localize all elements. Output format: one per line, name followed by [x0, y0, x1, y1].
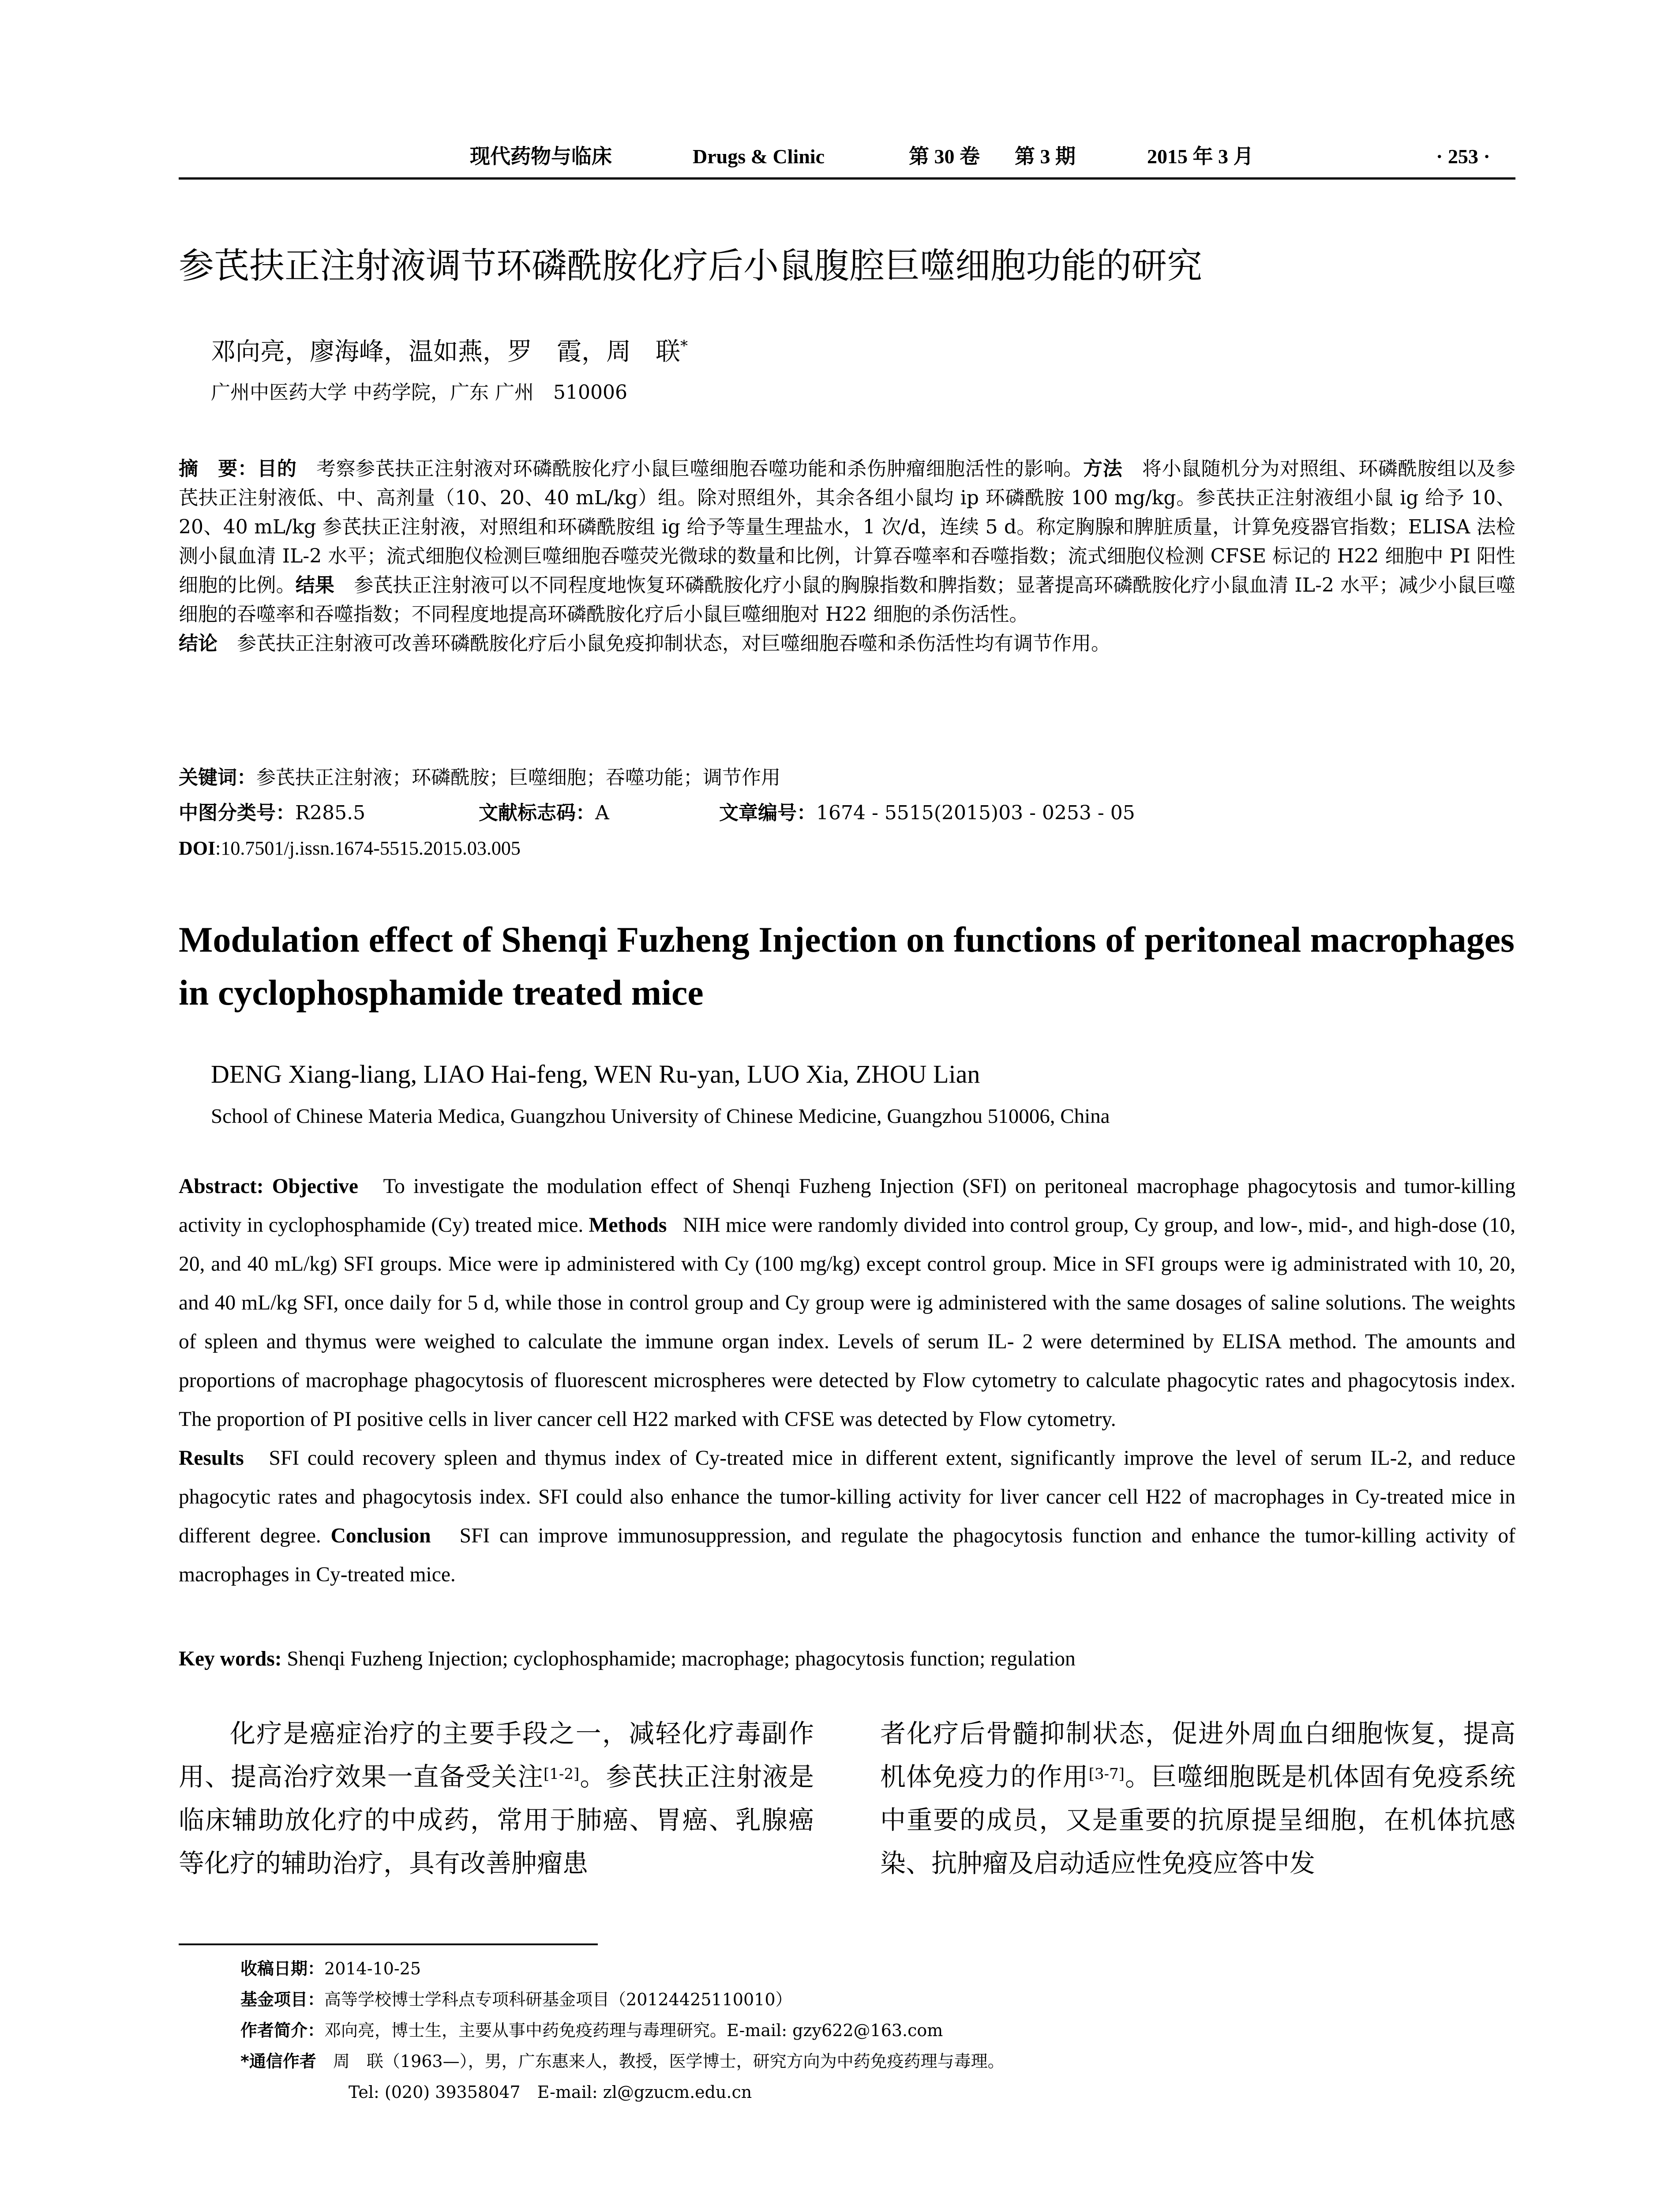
- chinese-author-list: 邓向亮，廖海峰，温如燕，罗 霞，周 联: [211, 338, 680, 366]
- chinese-authors: [211, 334, 688, 370]
- objective-label-en: Objective: [272, 1175, 358, 1198]
- issue: 第 3 期: [1015, 145, 1076, 168]
- corresponding-label: *通信作者: [240, 2052, 316, 2071]
- volume: 第 30 卷: [909, 145, 980, 168]
- abstract-label-en: Abstract:: [179, 1175, 264, 1198]
- conclusion-label-en: Conclusion: [330, 1524, 431, 1547]
- keywords-line: [179, 763, 780, 792]
- methods-label: 方法: [1083, 458, 1123, 480]
- footnote-rule: [179, 1943, 598, 1945]
- english-affiliation: School of Chinese Materia Medica, Guangzhou University of Chinese Medicine, Guangzhou 510006, China: [211, 1105, 1110, 1128]
- article-no-label: 文章编号：: [719, 802, 816, 824]
- journal-name-cn: 现代药物与临床: [470, 145, 612, 168]
- english-title: Modulation effect of Shenqi Fuzheng Injection on functions of peritoneal macrophages in cyclophosphamide treated mice: [179, 919, 1515, 1013]
- author-bio-label: 作者简介：: [240, 2021, 325, 2040]
- footnote-author: [240, 2017, 943, 2044]
- running-header: [179, 143, 1515, 170]
- body-column-right: [880, 1712, 1515, 1885]
- author-bio-text: 邓向亮，博士生，主要从事中药免疫药理与毒理研究。E-mail: gzy622@163.com: [324, 2021, 943, 2040]
- conclusion-text-en: SFI can improve immunosuppression, and regulate the phagocytosis function and enhance the tumor-killing activity of macrophages in Cy-treated mice.: [179, 1524, 1515, 1586]
- journal-name-en: Drugs & Clinic: [693, 145, 825, 168]
- abstract-label: 摘 要：: [179, 458, 258, 480]
- doi-value: :10.7501/j.issn.1674-5515.2015.03.005: [215, 837, 521, 859]
- body-column-left: [179, 1712, 814, 1885]
- footnote-corresponding: [240, 2048, 1005, 2075]
- english-keywords: [179, 1641, 1515, 1677]
- chinese-title: 参芪扶正注射液调节环磷酰胺化疗后小鼠腹腔巨噬细胞功能的研究: [179, 245, 1202, 286]
- classification-line: [179, 799, 1135, 828]
- citation-1-2: [1-2]: [544, 1765, 580, 1783]
- corresponding-text: 周 联（1963—），男，广东惠来人，教授，医学博士，研究方向为中药免疫药理与毒理。: [333, 2052, 1005, 2071]
- received-date: 2014-10-25: [324, 1959, 421, 1978]
- issue-date: 2015 年 3 月: [1147, 145, 1254, 168]
- results-label-en: Results: [179, 1447, 244, 1470]
- received-label: 收稿日期：: [240, 1959, 325, 1978]
- keywords-label: 关键词：: [179, 766, 256, 789]
- english-authors: DENG Xiang-liang, LIAO Hai-feng, WEN Ru-yan, LUO Xia, ZHOU Lian: [211, 1060, 980, 1088]
- methods-text-en: NIH mice were randomly divided into control group, Cy group, and low-, mid-, and high-dose (10, 20, and 40 mL/kg) SFI groups. Mice were ip administered with Cy (100 mg/kg) except control group. Mice in SFI groups were ig administrated with 10, 20, and 40 mL/kg SFI, once daily for 5 d, while those in control group and Cy group were ig administered with the same dosages of saline solutions. The weights of spleen and thymus were weighed to calculate the immune organ index. Levels of serum IL- 2 were determined by ELISA method. The amounts and proportions of macrophage phagocytosis of fluorescent microspheres were detected by Flow cytometry to calculate phagocytic rates and phagocytosis index. The proportion of PI positive cells in liver cancer cell H22 marked with CFSE was detected by Flow cytometry.: [179, 1214, 1515, 1431]
- doccode-label: 文献标志码：: [479, 802, 595, 824]
- body-right-text-a: 者化疗后骨髓抑制状态，促进外周血白细胞恢复，提高机体免疫力的作用: [880, 1718, 1515, 1792]
- footnote-received: [240, 1955, 421, 1982]
- article-no-value: 1674 - 5515(2015)03 - 0253 - 05: [816, 802, 1135, 824]
- citation-3-7: [3-7]: [1088, 1765, 1125, 1783]
- corresponding-mark: *: [680, 337, 688, 355]
- objective-text: 考察参芪扶正注射液对环磷酰胺化疗小鼠巨噬细胞吞噬功能和杀伤肿瘤细胞活性的影响。: [316, 458, 1084, 480]
- objective-label: 目的: [257, 458, 297, 480]
- clc-value: R285.5: [295, 802, 366, 824]
- keywords-text-en: Shenqi Fuzheng Injection; cyclophosphamide; macrophage; phagocytosis function; regulation: [287, 1647, 1076, 1670]
- results-label: 结果: [295, 574, 335, 597]
- doi-line: [179, 834, 521, 863]
- keywords-text: 参芪扶正注射液；环磷酰胺；巨噬细胞；吞噬功能；调节作用: [256, 766, 780, 789]
- body-left-text-a: 化疗是癌症治疗的主要手段之一，减轻化疗毒副作用、提高治疗效果一直备受关注: [179, 1718, 814, 1792]
- conclusion-label: 结论: [179, 632, 218, 655]
- page-number: · 253 ·: [1436, 145, 1490, 168]
- chinese-affiliation: 广州中医药大学 中药学院，广东 广州 510006: [211, 381, 627, 404]
- results-text-en: SFI could recovery spleen and thymus index of Cy-treated mice in different extent, significantly improve the level of serum IL-2, and reduce phagocytic rates and phagocytosis index. SFI could also enhance the tumor-killing activity for liver cancer cell H22 of macrophages in Cy-treated mice in different degree.: [179, 1447, 1515, 1547]
- article-number: [719, 799, 1135, 828]
- doccode-value: A: [595, 802, 609, 824]
- footnote-contact: Tel: (020) 39358047 E-mail: zl@gzucm.edu.cn: [349, 2082, 752, 2102]
- body-left-text-b: 。参芪扶正注射液是临床辅助放化疗的中成药，常用于肺癌、胃癌、乳腺癌等化疗的辅助治疗，具有改善肿瘤患: [179, 1762, 814, 1878]
- fund-label: 基金项目：: [240, 1990, 325, 2009]
- doc-code: [479, 799, 609, 828]
- footnote-fund: [240, 1986, 792, 2013]
- objective-text-en: To investigate the modulation effect of Shenqi Fuzheng Injection (SFI) on peritoneal macrophage phagocytosis and tumor-killing activity in cyclophosphamide (Cy) treated mice.: [179, 1175, 1515, 1237]
- doi-label: DOI: [179, 837, 216, 859]
- english-abstract: [179, 1167, 1515, 1594]
- keywords-label-en: Key words:: [179, 1647, 282, 1670]
- fund-text: 高等学校博士学科点专项科研基金项目（20124425110010）: [324, 1990, 792, 2009]
- results-text: 参芪扶正注射液可以不同程度地恢复环磷酰胺化疗小鼠的胸腺指数和脾指数；显著提高环磷酰胺化疗小鼠血清 IL-2 水平；减少小鼠巨噬细胞的吞噬率和吞噬指数；不同程度地提高环磷酰胺化疗后小鼠巨噬细胞对 H22 细胞的杀伤活性。: [179, 574, 1516, 626]
- methods-text: 将小鼠随机分为对照组、环磷酰胺组以及参芪扶正注射液低、中、高剂量（10、20、40 mL/kg）组。除对照组外，其余各组小鼠均 ip 环磷酰胺 100 mg/kg。参芪扶正注射液组小鼠 ig 给予 10、20、40 mL/kg 参芪扶正注射液，对照组和环磷酰胺组 ig 给予等量生理盐水，1 次/d，连续 5 d。称定胸腺和脾脏质量，计算免疫器官指数；ELISA 法检测小鼠血清 IL-2 水平；流式细胞仪检测巨噬细胞吞噬荧光微球的数量和比例，计算吞噬率和吞噬指数；流式细胞仪检测 CFSE 标记的 H22 细胞中 PI 阳性细胞的比例。: [179, 458, 1516, 597]
- methods-label-en: Methods: [589, 1214, 667, 1237]
- body-right-text-b: 。巨噬细胞既是机体固有免疫系统中重要的成员，又是重要的抗原提呈细胞，在机体抗感染、抗肿瘤及启动适应性免疫应答中发: [880, 1762, 1515, 1878]
- clc-label: 中图分类号：: [179, 802, 295, 824]
- header-rule: [179, 177, 1515, 180]
- chinese-abstract: [179, 454, 1515, 658]
- conclusion-text: 参芪扶正注射液可改善环磷酰胺化疗后小鼠免疫抑制状态，对巨噬细胞吞噬和杀伤活性均有调节作用。: [237, 632, 1110, 655]
